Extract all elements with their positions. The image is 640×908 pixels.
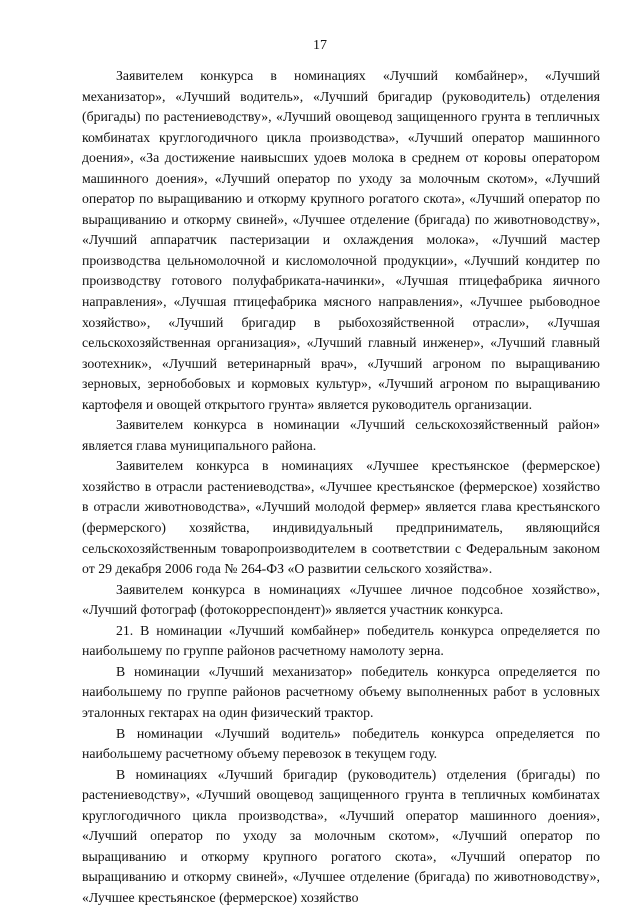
- paragraph-mechanizer: В номинации «Лучший механизатор» победитель конкурса определяется по наибольшему по группе районов расчетному объему выполненных работ в условных эталонных гектарах на один физический трактор.: [82, 663, 600, 720]
- paragraph-driver: В номинации «Лучший водитель» победитель конкурса определяется по наибольшему расчетному объему перевозок в текущем году.: [82, 725, 600, 762]
- paragraph-applicant-district: Заявителем конкурса в номинации «Лучший сельскохозяйственный район» является глава муниципального района.: [82, 417, 600, 453]
- paragraph-applicant-organizations: Заявителем конкурса в номинациях «Лучший комбайнер», «Лучший механизатор», «Лучший водитель», «Лучший бригадир (руководитель) отделения (бригады) по растениеводству», «Лучший овощевод защищенного грунта в тепличных комбинатах круглогодичного цикла производства», «Лучший оператор машинного доения», «За достижение наивысших удоев молока в среднем от коровы оператором машинного доения», «Лучший оператор по уходу за молочным скотом», «Лучший оператор по выращиванию и откорму крупного рогатого скота», «Лучший оператор по выращиванию и откорму свиней», «Лучшее отделение (бригада) по животноводству», «Лучший аппаратчик пастеризации и охлаждения молока», «Лучший мастер производства цельномолочной и кисломолочной продукции», «Лучший кондитер по производству готового полуфабриката-начинки», «Лучшая птицефабрика яичного направления», «Лучшая птицефабрика мясного направления», «Лучшее рыбоводное хозяйство», «Лучший бригадир в рыбохозяйственной отрасли», «Лучшая сельскохозяйственная организация», «Лучший главный инженер», «Лучший главный зоотехник», «Лучший ветеринарный врач», «Лучший агроном по выращиванию зерновых, зернобобовых и кормовых культур», «Лучший агроном по выращиванию картофеля и овощей открытого грунта» является руководитель организации.: [82, 68, 600, 412]
- paragraph-clause-21-combiner: 21. В номинации «Лучший комбайнер» победитель конкурса определяется по наибольшему по группе районов расчетному намолоту зерна.: [82, 622, 600, 659]
- document-body: [82, 66, 600, 908]
- paragraph-foremen-operators: В номинациях «Лучший бригадир (руководитель) отделения (бригады) по растениеводству», «Лучший овощевод защищенного грунта в тепличных комбинатах круглогодичного цикла производства», «Лучший оператор машинного доения», «Лучший оператор по уходу за молочным скотом», «Лучший оператор по выращиванию и откорму крупного рогатого скота», «Лучший оператор по выращиванию и откорму свиней», «Лучшее отделение (бригада) по животноводству», «Лучшее крестьянское (фермерское) хозяйство: [82, 766, 600, 905]
- paragraph-applicant-farms: Заявителем конкурса в номинациях «Лучшее крестьянское (фермерское) хозяйство в отрасли растениеводства», «Лучшее крестьянское (фермерское) хозяйство в отрасли животноводства», «Лучший молодой фермер» является глава крестьянского (фермерского) хозяйства, индивидуальный предприниматель, являющийся сельскохозяйственным товаропроизводителем в соответствии с Федеральным законом от 29 декабря 2006 года № 264-ФЗ «О развитии сельского хозяйства».: [82, 458, 600, 577]
- paragraph-applicant-participants: Заявителем конкурса в номинациях «Лучшее личное подсобное хозяйство», «Лучший фотограф (фотокорреспондент)» является участник конкурса.: [82, 581, 600, 618]
- page-number: 17: [313, 38, 327, 53]
